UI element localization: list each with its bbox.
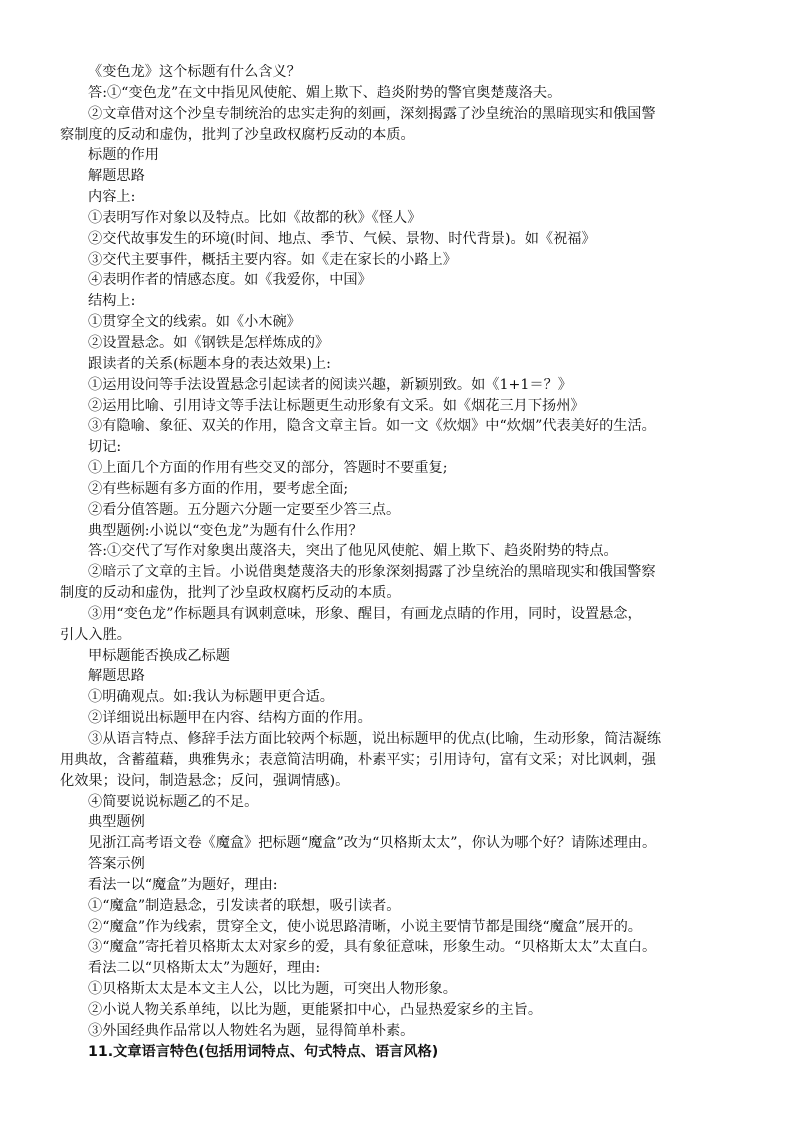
- text-line: ①上面几个方面的作用有些交叉的部分，答题时不要重复;: [88, 460, 448, 477]
- text-line: 看法二以“贝格斯太太”为题好，理由:: [88, 960, 321, 977]
- text-line: 甲标题能否换成乙标题: [88, 647, 230, 664]
- text-line: ②交代故事发生的环境(时间、地点、季节、气候、景物、时代背景)。如《祝福》: [88, 230, 596, 247]
- text-line: ①“魔盒”制造悬念，引发读者的联想，吸引读者。: [88, 897, 401, 914]
- text-line: ④简要说说标题乙的不足。: [88, 793, 259, 810]
- text-line: 跟读者的关系(标题本身的表达效果)上:: [88, 355, 331, 372]
- text-line: ④表明作者的情感态度。如《我爱你，中国》: [88, 272, 372, 289]
- text-line: 解题思路: [88, 168, 145, 185]
- text-line: 引人入胜。: [60, 626, 131, 643]
- text-line: ②小说人物关系单纯，以比为题，更能紧扣中心，凸显热爱家乡的主旨。: [88, 1001, 543, 1018]
- text-line: ②有些标题有多方面的作用，要考虑全面;: [88, 480, 349, 497]
- text-line: 化效果；设问，制造悬念；反问，强调情感)。: [60, 772, 350, 789]
- text-line: ①贯穿全文的线索。如《小木碗》: [88, 314, 301, 331]
- text-line: ③有隐喻、象征、双关的作用，隐含文章主旨。如一文《炊烟》中“炊烟”代表美好的生活。: [88, 418, 656, 435]
- text-line: ③“魔盒”寄托着贝格斯太太对家乡的爱，具有象征意味，形象生动。“贝格斯太太”太直白。: [88, 939, 657, 956]
- text-line: 见浙江高考语文卷《魔盒》把标题“魔盒”改为“贝格斯太太”，你认为哪个好？请陈述理由。: [88, 835, 657, 852]
- text-line: ②详细说出标题甲在内容、结构方面的作用。: [88, 710, 372, 727]
- text-line: ②看分值答题。五分题六分题一定要至少答三点。: [88, 501, 401, 518]
- text-line: 《变色龙》这个标题有什么含义？: [88, 64, 301, 80]
- text-line: ①贝格斯太太是本文主人公，以比为题，可突出人物形象。: [88, 981, 457, 998]
- text-line: ②设置悬念。如《钢铁是怎样炼成的》: [88, 334, 330, 351]
- text-line: 结构上:: [88, 293, 136, 310]
- text-line: ②运用比喻、引用诗文等手法让标题更生动形象有文采。如《烟花三月下扬州》: [88, 397, 585, 414]
- text-line: 典型题例: [88, 814, 145, 831]
- text-line: ③从语言特点、修辞手法方面比较两个标题，说出标题甲的优点(比喻，生动形象，简洁凝练: [88, 731, 662, 747]
- section-heading: 11.文章语言特色(包括用词特点、句式特点、语言风格): [88, 1043, 439, 1060]
- text-line: 答:①“变色龙”在文中指见风使舵、媚上欺下、趋炎附势的警官奥楚蔑洛夫。: [88, 84, 562, 101]
- text-line: ②暗示了文章的主旨。小说借奥楚蔑洛夫的形象深刻揭露了沙皇统治的黑暗现实和俄国警察: [88, 564, 656, 581]
- text-line: 切记:: [88, 439, 122, 456]
- text-line: 察制度的反动和虚伪，批判了沙皇政权腐朽反动的本质。: [60, 126, 415, 143]
- text-line: 内容上:: [88, 189, 136, 206]
- text-line: ②“魔盒”作为线索，贯穿全文，使小说思路清晰，小说主要情节都是围绕“魔盒”展开的。: [88, 918, 642, 935]
- text-line: 标题的作用: [88, 147, 159, 164]
- text-line: 看法一以“魔盒”为题好，理由:: [88, 876, 278, 893]
- text-line: 解题思路: [88, 668, 145, 685]
- text-line: ③外国经典作品常以人物姓名为题，显得简单朴素。: [88, 1022, 415, 1039]
- text-line: 用典故，含蓄蕴藉，典雅隽永；表意简洁明确，朴素平实；引用诗句，富有文采；对比讽刺，强: [60, 751, 656, 768]
- text-line: ①运用设问等手法设置悬念引起读者的阅读兴趣，新颖别致。如《1+1＝？》: [88, 376, 572, 393]
- text-line: ①表明写作对象以及特点。比如《故都的秋》《怪人》: [88, 209, 422, 226]
- text-line: 答:①交代了写作对象奥出蔑洛夫，突出了他见风使舵、媚上欺下、趋炎附势的特点。: [88, 543, 618, 560]
- text-line: ③交代主要事件，概括主要内容。如《走在家长的小路上》: [88, 251, 457, 268]
- text-line: 答案示例: [88, 856, 145, 873]
- text-line: 典型题例:小说以“变色龙”为题有什么作用？: [88, 522, 363, 539]
- document-body: [60, 62, 733, 1063]
- text-line: ③用“变色龙”作标题具有讽刺意味，形象、醒目，有画龙点睛的作用，同时，设置悬念，: [88, 605, 642, 622]
- text-line: ②文章借对这个沙皇专制统治的忠实走狗的刻画，深刻揭露了沙皇统治的黑暗现实和俄国警: [88, 105, 656, 122]
- text-line: ①明确观点。如:我认为标题甲更合适。: [88, 689, 334, 706]
- text-line: 制度的反动和虚伪，批判了沙皇政权腐朽反动的本质。: [60, 585, 401, 602]
